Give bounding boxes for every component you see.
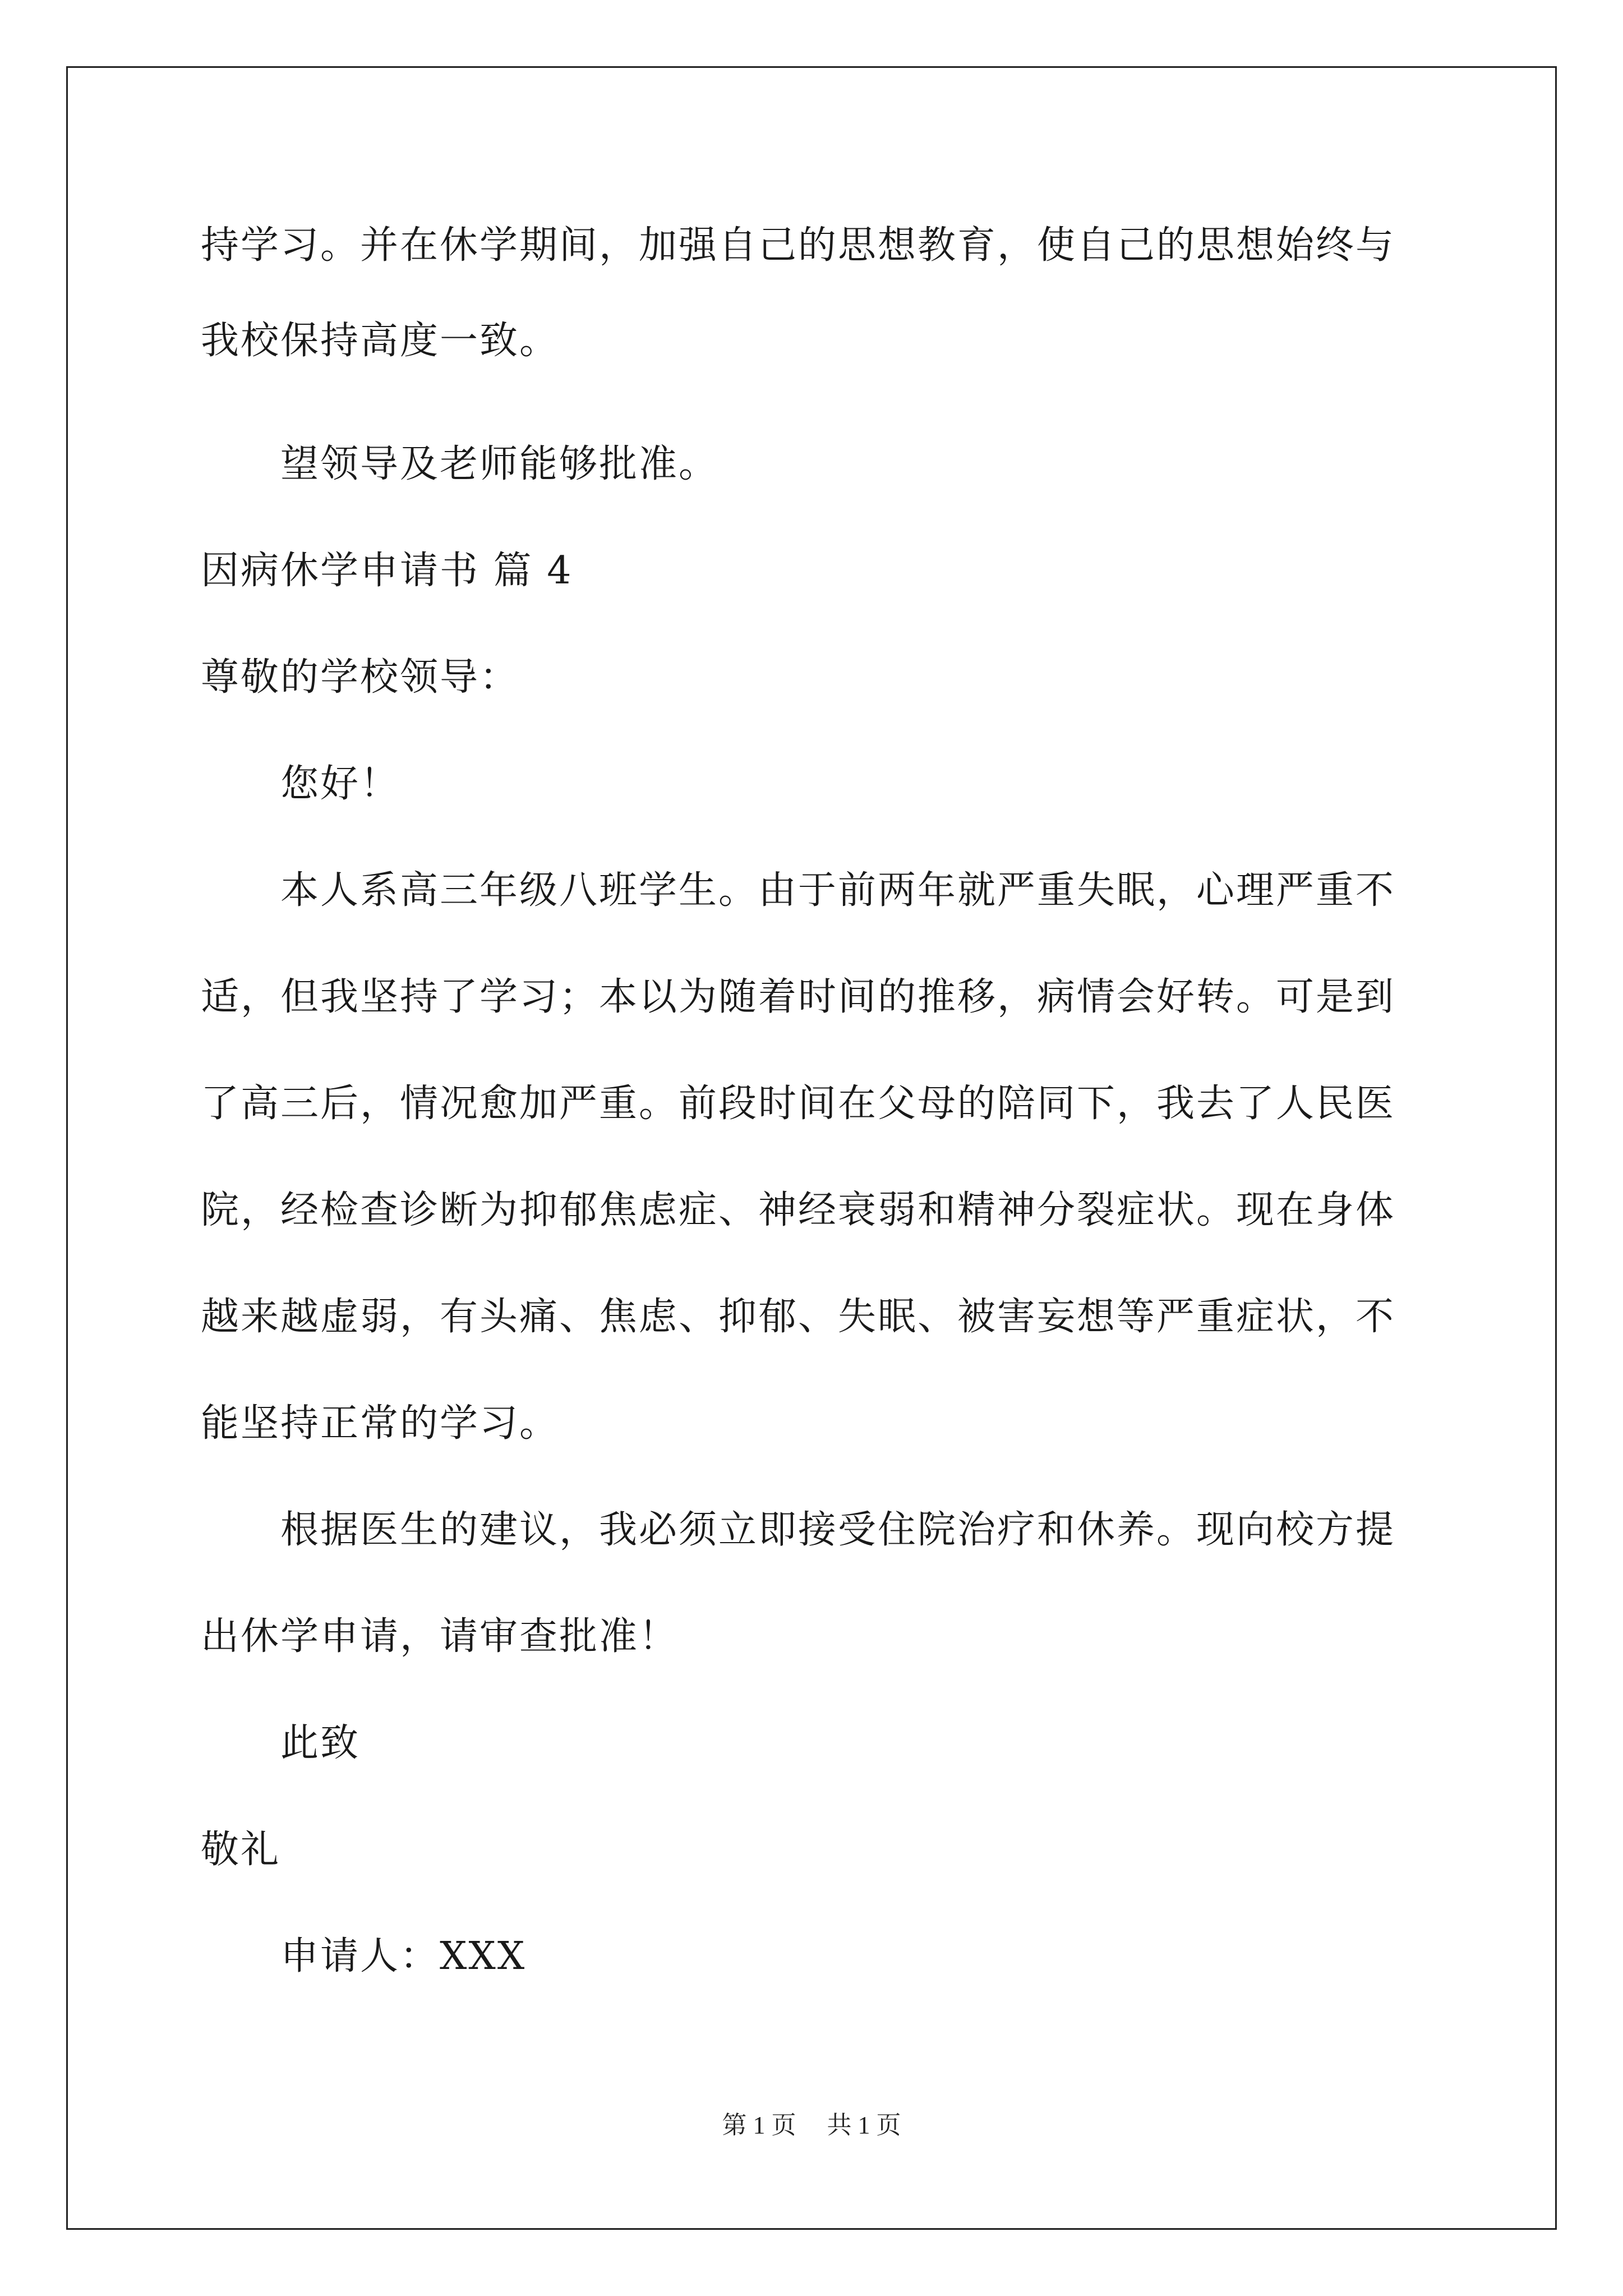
greeting: 您好！ <box>280 762 400 806</box>
section-heading: 因病休学申请书 篇 4 <box>201 549 573 593</box>
body-line-11: 出休学申请，请审查批准！ <box>201 1614 679 1659</box>
body-line-4: 本人系高三年级八班学生。由于前两年就严重失眠，心理严重不 <box>280 868 1396 913</box>
applicant-signature: 申请人：XXX <box>280 1934 527 1978</box>
body-line-3: 望领导及老师能够批准。 <box>280 442 719 486</box>
closing-regards: 敬礼 <box>201 1828 281 1872</box>
body-line-7: 院，经检查诊断为抑郁焦虑症、神经衰弱和精神分裂症状。现在身体 <box>201 1188 1396 1232</box>
closing-line: 此致 <box>280 1721 361 1765</box>
page-border <box>66 66 1557 2230</box>
body-line-8: 越来越虚弱，有头痛、焦虑、抑郁、失眠、被害妄想等严重症状，不 <box>201 1295 1396 1339</box>
body-line-1: 持学习。并在休学期间，加强自己的思想教育，使自己的思想始终与 <box>201 223 1396 268</box>
body-line-2: 我校保持高度一致。 <box>201 319 560 363</box>
salutation: 尊敬的学校领导： <box>201 655 520 700</box>
body-line-10: 根据医生的建议，我必须立即接受住院治疗和休养。现向校方提 <box>280 1508 1396 1552</box>
page-number: 第 1 页 共 1 页 <box>722 2111 901 2139</box>
body-line-5: 适，但我坚持了学习；本以为随着时间的推移，病情会好转。可是到 <box>201 975 1396 1019</box>
body-line-6: 了高三后，情况愈加严重。前段时间在父母的陪同下，我去了人民医 <box>201 1082 1396 1126</box>
body-line-9: 能坚持正常的学习。 <box>201 1401 560 1446</box>
